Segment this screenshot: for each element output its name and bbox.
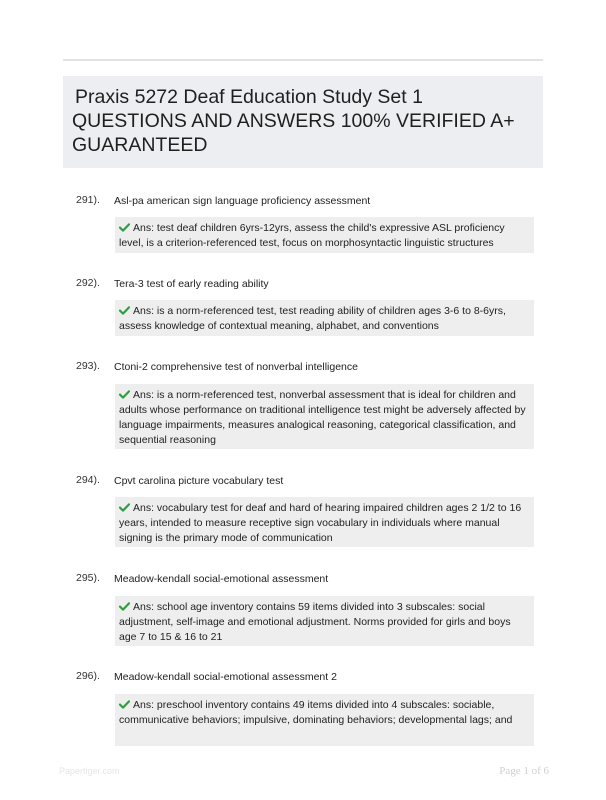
question-number: 291). (76, 194, 100, 206)
answer-text: Ans: is a norm-referenced test, test reading ability of children ages 3-6 to 8-6yrs, assess knowledge of contextual meaning, alphabet, and conventions (119, 305, 506, 332)
document-title-block (63, 76, 543, 168)
check-icon (119, 390, 130, 399)
check-icon (119, 602, 130, 611)
question-text: Tera-3 test of early reading ability (114, 278, 269, 290)
answer-box (115, 596, 534, 646)
question-number: 295). (76, 572, 100, 584)
question-text: Cpvt carolina picture vocabulary test (114, 475, 284, 487)
question-number: 292). (76, 277, 100, 289)
answer-box (115, 300, 534, 336)
footer-watermark: Papertiger.com (59, 766, 120, 776)
question-text: Meadow-kendall social-emotional assessment (114, 573, 329, 585)
question-number: 294). (76, 474, 100, 486)
answer-box (115, 217, 534, 253)
answer-text: Ans: school age inventory contains 59 items divided into 3 subscales: social adjustment, self-image and emotional adjustment. Norms provided for girls and boys age 7 to 15 & 16 to 21 (119, 601, 511, 643)
title-line-2: QUESTIONS AND ANSWERS 100% VERIFIED A+ (72, 110, 515, 132)
answer-text: Ans: preschool inventory contains 49 items divided into 4 subscales: sociable, communicative behaviors; impulsive, dominating behaviors; developmental lags; and (119, 699, 513, 726)
question-number: 293). (76, 360, 100, 372)
check-icon (119, 306, 130, 315)
question-number: 296). (76, 670, 100, 682)
title-line-1: Praxis 5272 Deaf Education Study Set 1 (75, 86, 423, 108)
question-text: Ctoni-2 comprehensive test of nonverbal intelligence (114, 361, 358, 373)
page-number: Page 1 of 6 (499, 765, 549, 777)
answer-box (115, 694, 534, 746)
title-line-3: GUARANTEED (72, 134, 208, 156)
top-divider (63, 59, 543, 61)
answer-box (115, 497, 534, 547)
check-icon (119, 503, 130, 512)
check-icon (119, 223, 130, 232)
question-text: Asl-pa american sign language proficiency assessment (114, 195, 371, 207)
answer-box (115, 384, 534, 449)
check-icon (119, 700, 130, 709)
question-text: Meadow-kendall social-emotional assessment 2 (114, 671, 337, 683)
answer-text: Ans: test deaf children 6yrs-12yrs, assess the child's expressive ASL proficiency level, is a criterion-referenced test, focus on morphosyntactic linguistic structures (119, 222, 505, 249)
answer-text: Ans: vocabulary test for deaf and hard of hearing impaired children ages 2 1/2 to 16 years, intended to measure receptive sign vocabulary in individuals where manual signing is the primary mode of communication (119, 502, 522, 544)
answer-text: Ans: is a norm-referenced test, nonverbal assessment that is ideal for children and adults whose performance on traditional intelligence test might be adversely affected by language impairments, measures analogical reasoning, categorical classification, and sequential reasoning (119, 389, 526, 446)
